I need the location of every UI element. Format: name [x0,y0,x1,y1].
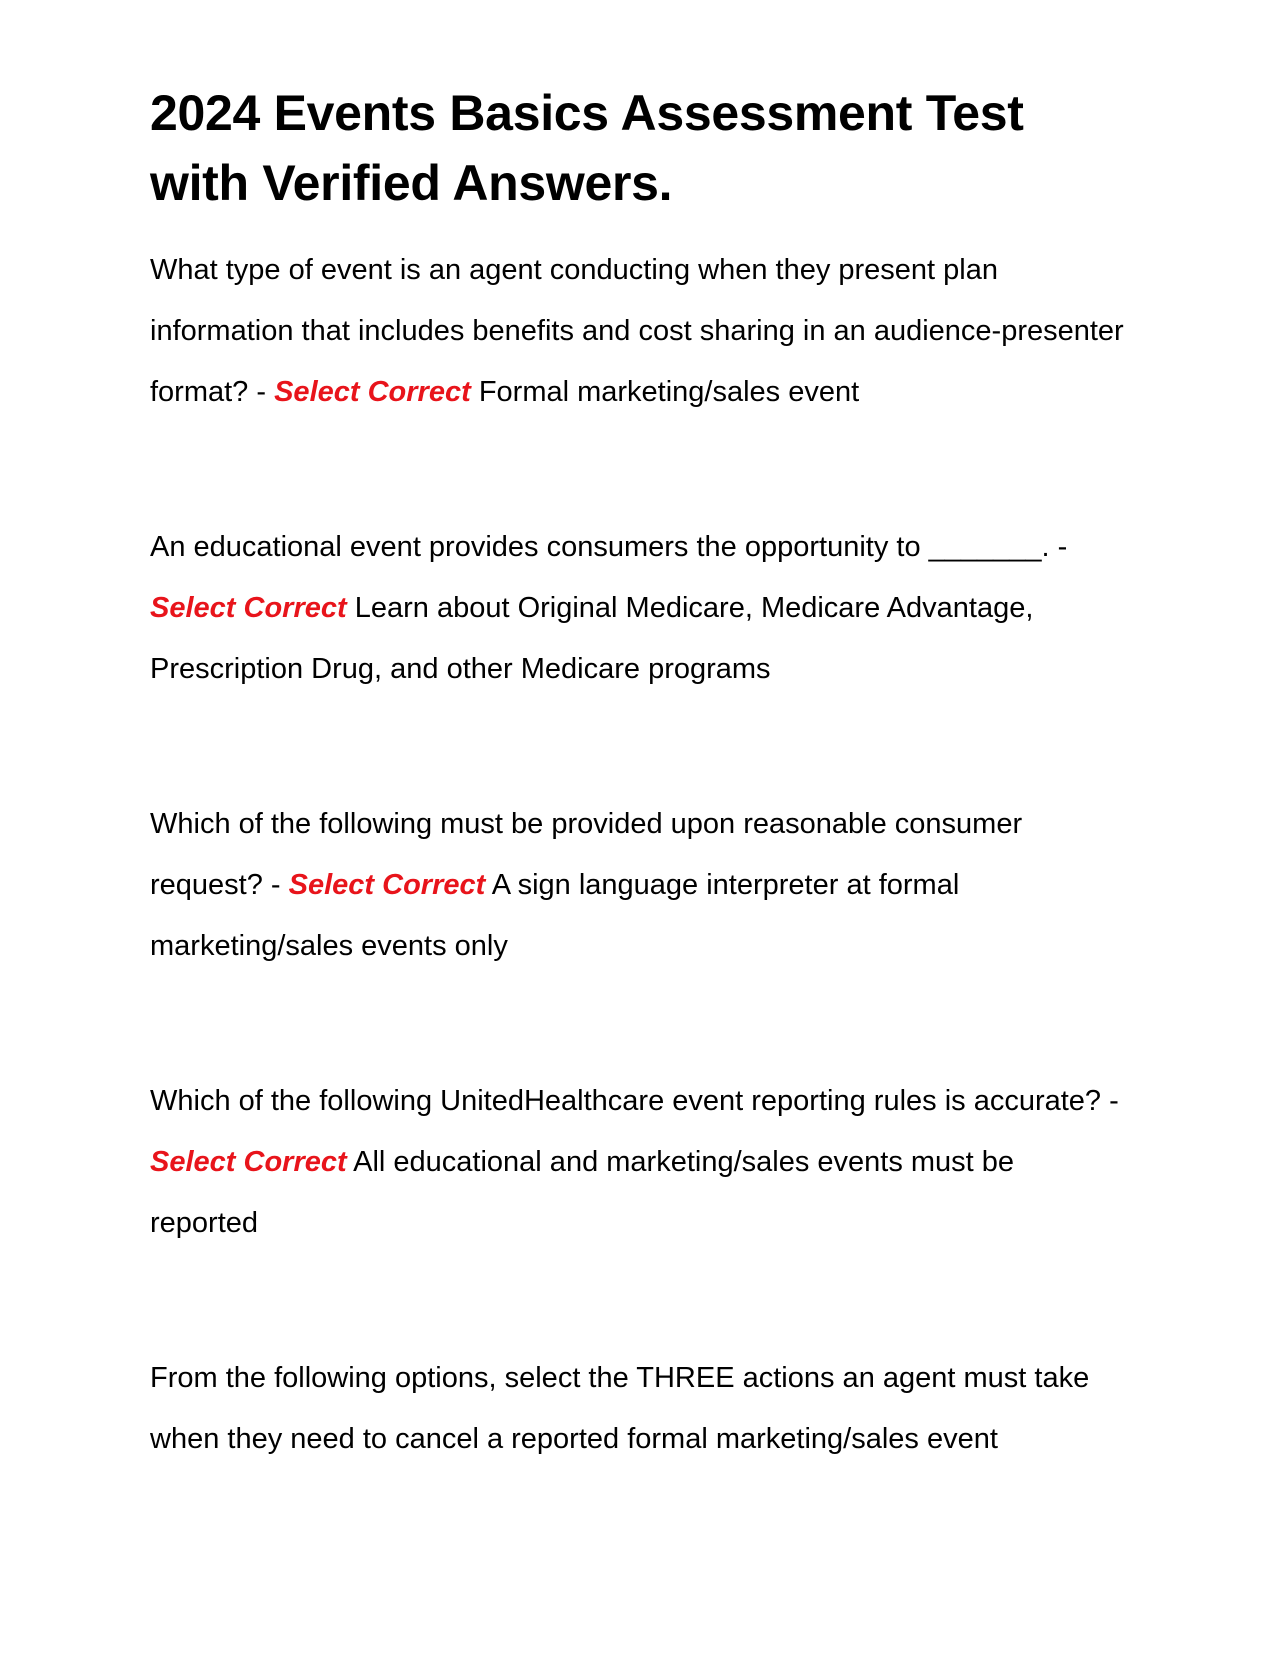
qa-item-1 [150,240,1130,423]
qa-list [150,240,1130,1470]
answer-marker: Select Correct [288,869,486,901]
answer-text: A sign language interpreter at formal marketing/sales events only [150,869,960,962]
qa-item-5 [150,1348,1130,1470]
document-title: 2024 Events Basics Assessment Test with Verified Answers. [150,85,1024,211]
answer-marker: Select Correct [150,1146,347,1178]
qa-item-2 [150,517,1130,700]
question-text: Which of the following must be provided upon reasonable consumer request? - [150,808,1023,901]
answer-marker: Select Correct [150,592,347,624]
answer-text: Formal marketing/sales event [478,376,860,408]
question-text: Which of the following UnitedHealthcare event reporting rules is accurate? - [150,1085,1119,1117]
question-text: What type of event is an agent conducting when they present plan information that includes benefits and cost sharing in an audience-presenter format? - [150,254,1124,408]
answer-text: Learn about Original Medicare, Medicare Advantage, Prescription Drug, and other Medicare programs [150,592,1034,685]
qa-item-4 [150,1071,1130,1254]
question-text: From the following options, select the THREE actions an agent must take when they need to cancel a reported formal marketing/sales event [150,1362,1090,1455]
answer-marker: Select Correct [274,376,471,408]
answer-text: All educational and marketing/sales events must be reported [150,1146,1015,1239]
question-text: An educational event provides consumers the opportunity to _______. - [150,531,1068,563]
qa-item-3 [150,794,1130,977]
document-page [150,78,1130,1470]
